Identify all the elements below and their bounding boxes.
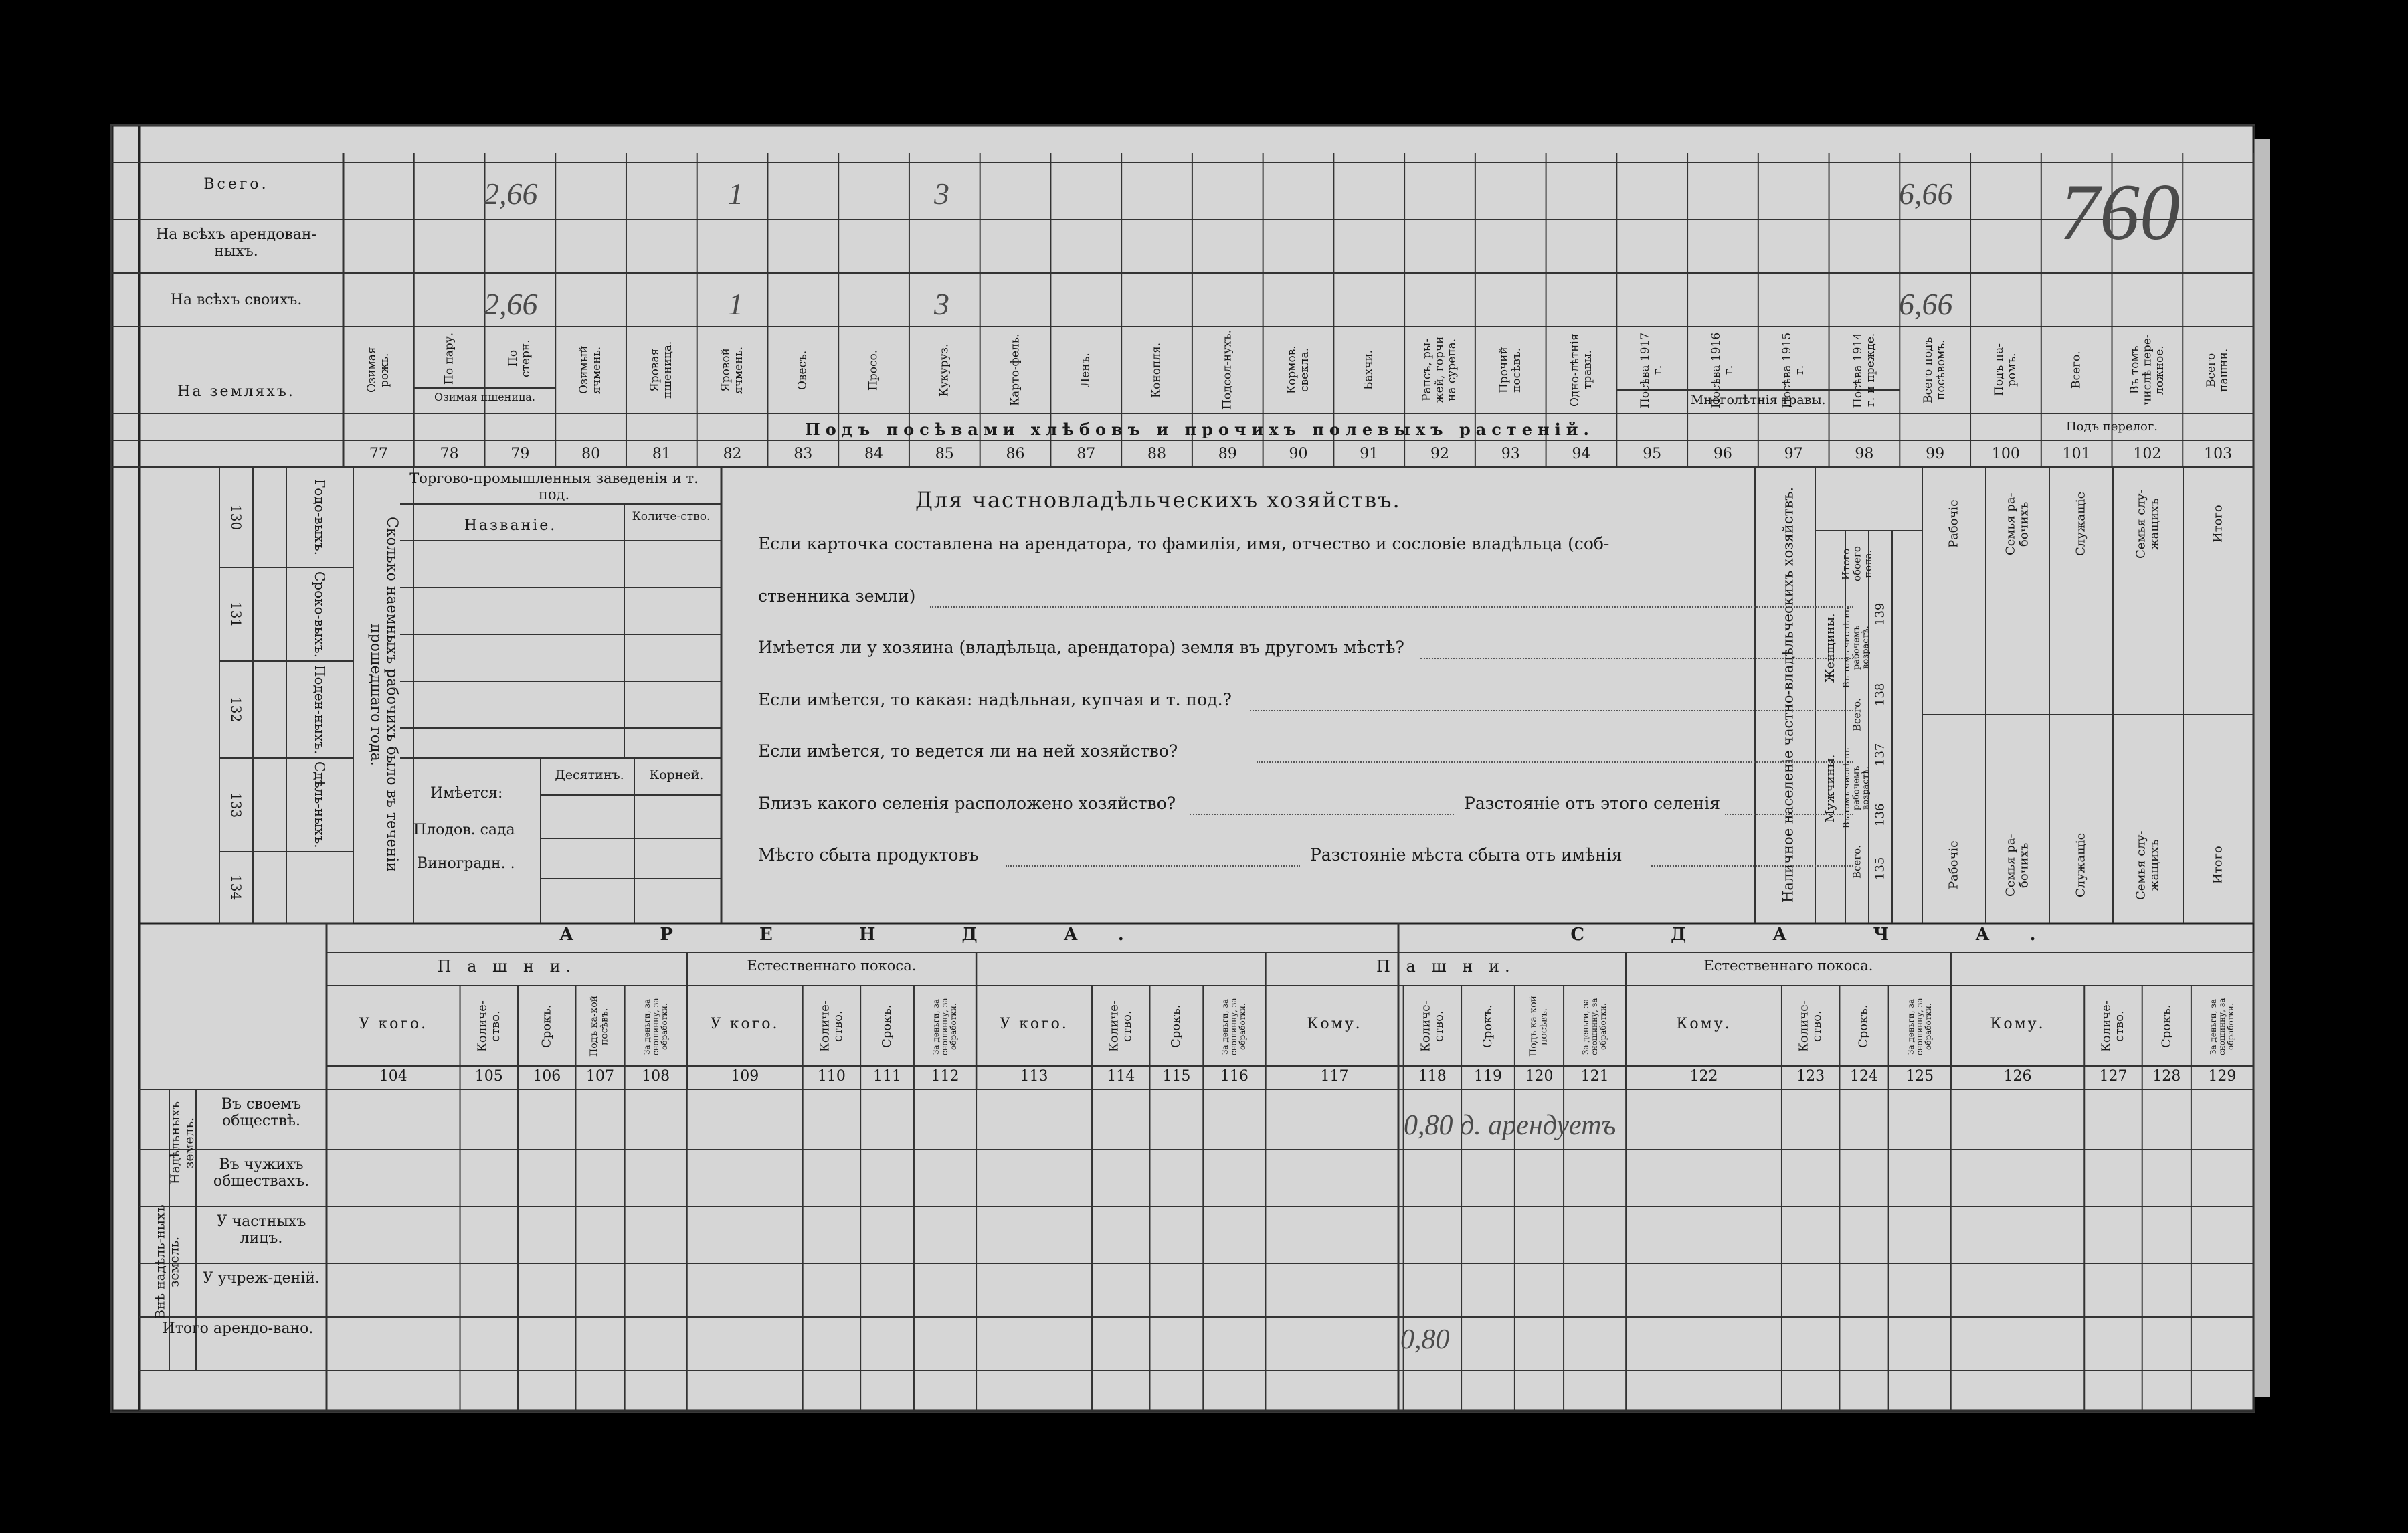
top-col-header: Въ томъ числѣ пере-ложное. [2128, 334, 2166, 406]
row-label-na-zemlyakh: На земляхъ. [177, 383, 295, 400]
group-nadel: Надѣльныхъ земель. [168, 1101, 197, 1185]
lease-col-header: Срокъ. [2159, 1004, 2174, 1049]
question-village: Близъ какого селенія расположено хозяйство? [758, 794, 1176, 813]
name-label: Названіе. [464, 517, 557, 534]
group-vne: Внѣ надѣль-ныхъ земель. [153, 1204, 182, 1319]
group-fallow: Подъ перелог. [2065, 420, 2158, 434]
lease-col-header: Срокъ. [539, 1004, 554, 1049]
workers-col-number: 134 [228, 875, 244, 901]
top-col-number: 94 [1572, 446, 1591, 462]
total-both-label: Итого обоего пола. [1839, 546, 1874, 582]
lease-group-header: Естественнаго покоса. [747, 958, 917, 974]
lease-row-label: У частныхъ лицъ. [216, 1213, 306, 1247]
census-card [112, 126, 2253, 1411]
lease-col-header: За деньги, за сношинну, за обработки. [2208, 998, 2236, 1055]
sdacha-title: С Д А Ч А. [1570, 925, 2076, 945]
hired-workers-label: Сколько наемныхъ рабочихъ было въ теченіи прошедшаго года. [367, 517, 401, 873]
top-col-number: 100 [1991, 446, 2020, 462]
lease-group-header: П а ш н и. [437, 957, 577, 976]
top-col-number: 90 [1289, 446, 1308, 462]
top-col-header: Овесъ. [796, 350, 810, 390]
hw-vsego-total: 6,66 [1899, 177, 1953, 211]
orchards-label: Плодов. сада [413, 822, 515, 838]
lease-col-header: За деньги, за сношинну, за обработки. [1580, 998, 1608, 1055]
workers-col-number: 133 [228, 792, 244, 818]
lease-col-number: 104 [379, 1068, 407, 1085]
lease-col-header: За деньги, за сношинну, за обработки. [931, 998, 959, 1055]
question-owner-cont: ственника земли) [758, 586, 916, 606]
top-col-header: Озимый ячмень. [577, 345, 604, 395]
top-col-header: По пару. [442, 332, 456, 385]
lease-col-header: Кому. [1676, 1016, 1732, 1032]
hw-vsego-kukuruza: 3 [934, 177, 949, 211]
private-title: Для частновладѣльческихъ хозяйствъ. [915, 487, 1401, 513]
question-other-land: Имѣется ли у хозяина (владѣльца, арендатора) земля въ другомъ мѣстѣ? [758, 638, 1404, 657]
lease-row-label: Въ своемъ обществѣ. [221, 1096, 302, 1130]
population-col-number: 138 [1873, 683, 1887, 707]
lease-col-header: Количе-ство. [1796, 1000, 1825, 1053]
form-grid [112, 126, 2280, 1417]
lease-col-header: Срокъ. [880, 1004, 895, 1049]
lease-col-number: 114 [1107, 1068, 1135, 1085]
lease-col-number: 110 [817, 1068, 846, 1085]
group-winter-wheat: Озимая пшеница. [434, 391, 535, 403]
top-col-header: Прочий посѣвъ. [1497, 347, 1523, 393]
workers-col-number: 132 [228, 697, 244, 723]
top-col-header: Яровой ячмень. [719, 346, 745, 394]
top-col-number: 77 [369, 446, 388, 462]
top-col-number: 79 [511, 446, 530, 462]
trade-header: Торгово-промышленныя заведенія и т. под. [409, 470, 699, 503]
workers-col-label: Поден-ныхъ. [312, 664, 328, 755]
top-col-number: 102 [2133, 446, 2162, 462]
top-col-header: По стерн. [506, 339, 533, 377]
lease-col-header: Срокъ. [1169, 1004, 1184, 1049]
total-men-label: Всего. [1851, 845, 1863, 879]
population-col-number: 136 [1873, 803, 1887, 827]
lease-col-header: Подъ ка-кой посѣвъ. [1528, 996, 1550, 1057]
lease-col-header: Подъ ка-кой посѣвъ. [589, 996, 611, 1057]
population-right-col: Служащіе [2073, 491, 2088, 557]
lease-group-header: П а ш н и. [1376, 957, 1515, 976]
row-label-arendovannykh: На всѣхъ арендован-ныхъ. [156, 226, 316, 260]
top-col-header: Посѣва 1917 г. [1639, 332, 1665, 408]
top-col-header: Ленъ. [1079, 353, 1093, 387]
lease-col-number: 125 [1906, 1068, 1934, 1085]
working-age-men-label: Въ томъ числѣ въ рабочемъ возрастѣ. [1842, 748, 1871, 828]
men-label: Мужчины. [1823, 754, 1838, 822]
top-col-header: Подсол-нухъ. [1220, 330, 1234, 410]
top-col-number: 82 [723, 446, 742, 462]
top-col-header: Бахчи. [1362, 349, 1376, 391]
top-col-header: Озимая рожь. [365, 347, 391, 393]
question-village-distance: Разстояніе отъ этого селенія [1464, 794, 1721, 813]
lease-col-number: 127 [2099, 1068, 2128, 1085]
working-age-label: Въ томъ числѣ въ рабочемъ возрастѣ. [1842, 608, 1871, 688]
lease-col-number: 116 [1220, 1068, 1248, 1085]
lease-col-header: У кого. [1000, 1016, 1069, 1032]
lease-col-number: 111 [873, 1068, 902, 1085]
top-col-header: Одно-лѣтнія травы. [1568, 333, 1594, 407]
top-col-number: 78 [440, 446, 459, 462]
lease-col-number: 126 [2003, 1068, 2032, 1085]
desyatin-label: Десятинъ. [555, 768, 624, 782]
lease-col-header: Количе-ство. [818, 1000, 845, 1053]
question-market: Мѣсто сбыта продуктовъ [758, 845, 979, 865]
top-col-number: 85 [935, 446, 954, 462]
lease-col-number: 129 [2208, 1068, 2237, 1085]
lease-col-header: Количе-ство. [2099, 1000, 2127, 1053]
top-col-number: 96 [1713, 446, 1732, 462]
lease-col-header: Срокъ. [1481, 1004, 1495, 1049]
lease-col-header: За деньги, за сношинну, за обработки. [1220, 998, 1248, 1055]
arenda-title: А Р Е Н Д А. [559, 925, 1164, 945]
lease-col-number: 128 [2152, 1068, 2181, 1085]
top-col-number: 83 [794, 446, 813, 462]
top-col-number: 98 [1855, 446, 1874, 462]
group-grasses: Многолѣтнія травы. [1690, 393, 1826, 408]
population-right-col-bottom: Семья ра-бочихъ [2003, 834, 2031, 897]
top-col-header: Посѣва 1914 г. и прежде. [1851, 332, 1877, 408]
question-market-distance: Разстояніе мѣста сбыта отъ имѣнія [1310, 845, 1623, 865]
top-col-number: 84 [864, 446, 884, 462]
top-col-number: 97 [1784, 446, 1803, 462]
top-col-header: Подъ па-ромъ. [1993, 343, 2019, 397]
workers-col-number: 131 [228, 601, 244, 628]
lease-col-header: Кому. [1990, 1016, 2045, 1032]
lease-col-number: 121 [1580, 1068, 1609, 1085]
lease-col-number: 117 [1320, 1068, 1349, 1085]
top-col-number: 93 [1501, 446, 1520, 462]
lease-col-header: Кому. [1307, 1016, 1362, 1032]
lease-col-header: Срокъ. [1857, 1004, 1871, 1049]
lease-col-number: 119 [1473, 1068, 1502, 1085]
workers-col-label: Сдѣль-ныхъ. [312, 761, 328, 848]
top-col-header: Конопля. [1149, 342, 1164, 398]
top-col-number: 80 [581, 446, 601, 462]
top-col-header: Всего подъ посѣвомъ. [1922, 337, 1948, 403]
top-col-header: Рапсъ, ры-жей, горчи на сурепа. [1420, 336, 1459, 404]
lease-col-number: 124 [1850, 1068, 1878, 1085]
lease-row-label: Въ чужихъ обществахъ. [213, 1156, 310, 1190]
top-col-number: 103 [2204, 446, 2233, 462]
sown-band-label: Подъ посѣвами хлѣбовъ и прочихъ полевыхъ растеній. [805, 420, 1594, 439]
has-label: Имѣется: [430, 785, 503, 802]
archive-number: 760 [2059, 167, 2180, 256]
top-col-number: 86 [1006, 446, 1025, 462]
lease-row-label-total: Итого арендо-вано. [162, 1320, 314, 1337]
lease-col-number: 105 [474, 1068, 503, 1085]
top-col-number: 88 [1147, 446, 1166, 462]
question-farming: Если имѣется, то ведется ли на ней хозяйство? [758, 741, 1178, 761]
workers-col-number: 130 [228, 504, 244, 531]
hw-lease-total: 0,80 [1400, 1324, 1450, 1355]
lease-col-number: 112 [931, 1068, 959, 1085]
hw-svoikh-rozh: 2,66 [484, 287, 538, 321]
top-col-header: Всего пашни. [2205, 348, 2231, 392]
hw-svoikh-yachmen: 1 [728, 287, 743, 321]
lease-col-number: 118 [1418, 1068, 1447, 1085]
workers-col-label: Сроко-выхъ. [312, 571, 328, 658]
hw-lease-row2: 0,80 д. арендуетъ [1404, 1110, 1616, 1141]
top-col-header: Всего. [2069, 351, 2083, 389]
lease-col-header: У кого. [359, 1016, 428, 1032]
lease-col-number: 113 [1020, 1068, 1048, 1085]
lease-col-number: 109 [731, 1068, 759, 1085]
population-col-number: 137 [1873, 743, 1887, 767]
total-women-label: Всего. [1851, 698, 1863, 731]
lease-col-header: За деньги, за сношинну, за обработки. [1906, 998, 1933, 1055]
top-col-number: 101 [2062, 446, 2091, 462]
hw-vsego-yachmen: 1 [728, 177, 743, 211]
lease-col-number: 123 [1796, 1068, 1825, 1085]
lease-col-header: Количе-ство. [1418, 1000, 1446, 1053]
women-label: Женщины. [1823, 613, 1838, 683]
top-col-number: 92 [1430, 446, 1449, 462]
population-right-col-bottom: Итого [2211, 846, 2225, 885]
population-right-col: Семья слу-жащихъ [2134, 489, 2162, 559]
top-col-header: Карто-фель. [1008, 333, 1022, 407]
lease-col-header: За деньги, за сношинну, за обработки. [642, 998, 669, 1055]
top-col-header: Кукуруз. [937, 343, 951, 397]
top-col-number: 81 [652, 446, 671, 462]
top-col-header: Посѣва 1916 г. [1709, 332, 1736, 408]
workers-col-label: Годо-выхъ. [312, 479, 328, 555]
population-label: Наличное населеніе частно-владѣльческихъ хозяйствъ. [1780, 486, 1796, 903]
top-col-number: 95 [1643, 446, 1662, 462]
lease-col-number: 122 [1689, 1068, 1718, 1085]
vineyards-label: Виноградн. . [417, 855, 515, 872]
population-right-col: Семья ра-бочихъ [2003, 492, 2031, 555]
hw-vsego-rozh: 2,66 [484, 177, 538, 211]
lease-col-header: У кого. [710, 1016, 779, 1032]
population-col-number: 139 [1873, 602, 1887, 626]
top-col-number: 87 [1077, 446, 1096, 462]
population-col-number: 135 [1873, 856, 1887, 881]
roots-label: Корней. [649, 768, 704, 782]
lease-col-number: 108 [642, 1068, 670, 1085]
population-right-col: Рабочіе [1946, 499, 1961, 549]
population-right-col-bottom: Рабочіе [1946, 840, 1961, 890]
quantity-label: Количе-ство. [632, 510, 711, 523]
top-col-header: Посѣва 1915 г. [1780, 332, 1807, 408]
hw-svoikh-kukuruza: 3 [934, 287, 949, 321]
hw-svoikh-total: 6,66 [1899, 287, 1953, 321]
question-owner: Если карточка составлена на арендатора, то фамилія, имя, отчество и сословіе владѣльца (соб- [758, 534, 1610, 553]
lease-col-number: 106 [533, 1068, 561, 1085]
row-label-svoikh: На всѣхъ своихъ. [170, 292, 302, 308]
top-col-header: Просо. [866, 349, 881, 391]
lease-col-header: Количе-ство. [474, 1000, 502, 1053]
top-col-number: 99 [1926, 446, 1945, 462]
top-col-header: Кормов. свекла. [1285, 345, 1311, 395]
population-right-col-bottom: Семья слу-жащихъ [2134, 830, 2162, 900]
lease-row-label: У учреж-деній. [202, 1270, 320, 1287]
lease-group-header: Естественнаго покоса. [1703, 958, 1873, 974]
top-col-number: 91 [1360, 446, 1379, 462]
lease-col-number: 115 [1162, 1068, 1191, 1085]
lease-col-header: Количе-ство. [1107, 1000, 1135, 1053]
top-col-header: Яровая пшеница. [648, 341, 674, 399]
population-right-col: Итого [2211, 505, 2225, 543]
lease-col-number: 107 [586, 1068, 615, 1085]
population-right-col-bottom: Служащіе [2073, 832, 2088, 898]
top-col-number: 89 [1218, 446, 1237, 462]
question-land-type: Если имѣется, то какая: надѣльная, купчая и т. под.? [758, 690, 1232, 709]
lease-col-number: 120 [1525, 1068, 1554, 1085]
row-label-vsego: Всего. [203, 176, 269, 193]
